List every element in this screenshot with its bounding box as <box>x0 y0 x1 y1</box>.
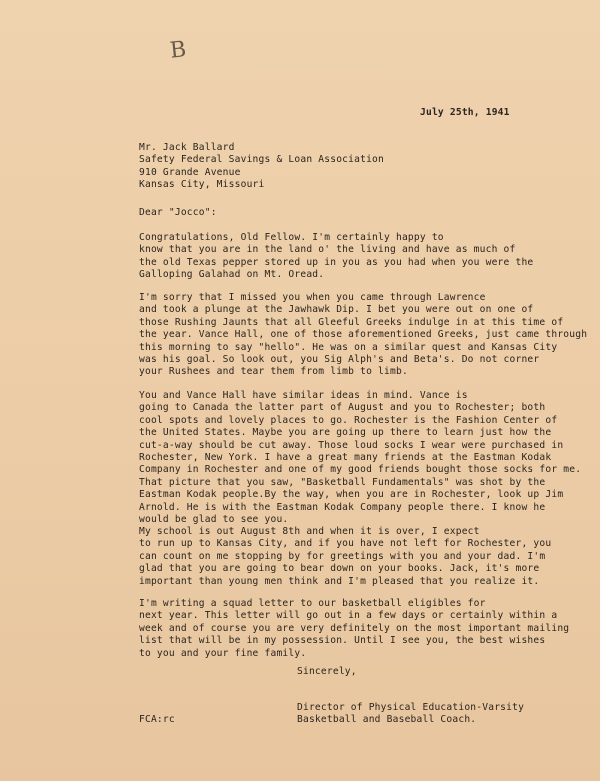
paragraph-3 <box>139 390 581 526</box>
text-line: week and of course you are very definitely on the most important mailing <box>139 622 570 634</box>
text-line: the United States. Maybe you are going up there to learn just how the <box>139 427 552 439</box>
text-line: Congratulations, Old Fellow. I'm certainly happy to <box>139 232 444 243</box>
text-line: That picture that you saw, "Basketball Fundamentals" was shot by the <box>139 476 546 488</box>
text-line: Rochester, New York. I have a great many friends at the Eastman Kodak <box>139 452 552 464</box>
text-line: My school is out August 8th and when it is over, I expect <box>139 526 480 537</box>
text-line: and took a plunge at the Jawhawk Dip. I bet you were out on one of <box>139 304 534 316</box>
text-line: I'm writing a squad letter to our basketball eligibles for <box>139 598 486 609</box>
text-line: your Rushees and tear them from limb to limb. <box>139 366 408 378</box>
letter-date: July 25th, 1941 <box>420 107 510 118</box>
address-line: 910 Grande Avenue <box>139 166 241 178</box>
text-line: important than young men think and I'm pleased that you realize it. <box>139 575 540 587</box>
text-line: Company in Rochester and one of my good friends bought those socks for me. <box>139 464 582 476</box>
paragraph-4 <box>139 526 551 588</box>
text-line: can count on me stopping by for greetings with you and your dad. I'm <box>139 550 546 562</box>
text-line: glad that you are going to bear down on your books. Jack, it's more <box>139 563 540 575</box>
paragraph-5 <box>139 598 569 660</box>
signature-block <box>297 702 524 727</box>
salutation: Dear "Jocco": <box>139 207 217 218</box>
text-line: to you and your fine family. <box>139 647 307 659</box>
text-line: going to Canada the latter part of August and you to Rochester; both <box>139 402 546 414</box>
text-line: cool spots and lovely places to go. Rochester is the Fashion Center of <box>139 414 558 426</box>
text-line: the year. Vance Hall, one of those aforementioned Greeks, just came through <box>139 329 588 341</box>
text-line: Arnold. He is with the Eastman Kodak Company people there. I know he <box>139 501 546 513</box>
signature-line: Basketball and Baseball Coach. <box>297 714 477 726</box>
paragraph-2 <box>139 292 587 379</box>
closing: Sincerely, <box>297 666 357 677</box>
text-line: know that you are in the land o' the living and have as much of <box>139 244 516 256</box>
text-line: the old Texas pepper stored up in you as you had when you were the <box>139 256 534 268</box>
text-line: those Rushing Jaunts that all Gleeful Greeks indulge in at this time of <box>139 316 564 328</box>
text-line: Eastman Kodak people.By the way, when you are in Rochester, look up Jim <box>139 489 564 501</box>
text-line: next year. This letter will go out in a few days or certainly within a <box>139 610 558 622</box>
text-line: to run up to Kansas City, and if you have not left for Rochester, you <box>139 538 552 550</box>
text-line: was his goal. So look out, you Sig Alph's and Beta's. Do not corner <box>139 354 540 366</box>
text-line: Galloping Galahad on Mt. Oread. <box>139 269 325 281</box>
address-line: Kansas City, Missouri <box>139 179 265 191</box>
paragraph-1 <box>139 232 533 282</box>
text-line: You and Vance Hall have similar ideas in mind. Vance is <box>139 390 468 401</box>
typist-initials: FCA:rc <box>139 714 175 725</box>
signature-line: Director of Physical Education-Varsity <box>297 702 525 713</box>
address-line: Safety Federal Savings & Loan Association <box>139 154 385 166</box>
text-line: list that will be in my possession. Until I see you, the best wishes <box>139 635 546 647</box>
text-line: cut-a-way should be cut away. Those loud socks I wear were purchased in <box>139 439 564 451</box>
text-line: I'm sorry that I missed you when you came through Lawrence <box>139 292 486 303</box>
address-line: Mr. Jack Ballard <box>139 142 235 153</box>
recipient-address <box>139 142 384 192</box>
text-line: this morning to say "hello". He was on a similar quest and Kansas City <box>139 341 558 353</box>
text-line: would be glad to see you. <box>139 514 289 526</box>
handwritten-mark: B <box>168 37 188 64</box>
